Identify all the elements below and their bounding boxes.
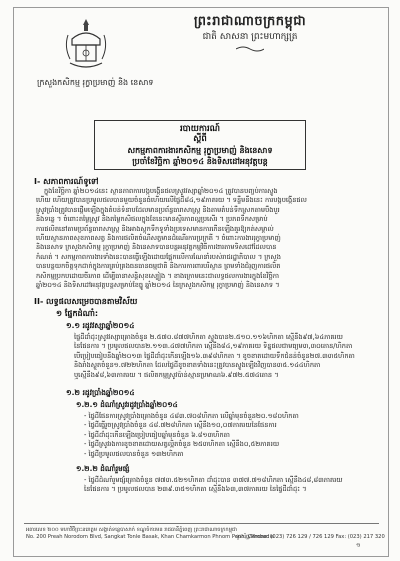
footer-divider: [24, 523, 379, 524]
list-item: - ផ្ទៃដីដាំដុះកើនឡើងប្រៀបធៀបឆ្នាំមុនចំនួន ៦.៨១៣ហិកតា: [84, 430, 230, 439]
text-line: នៃផែនការ ។ ប្រមូលផលបាន ២៣៩.៣៥១ហិកតា ស្មើនឹង៦៣,៣៧ភាគរយ នៃផ្ទៃដីដាំដុះ ។: [84, 485, 307, 494]
paragraph-wet-season: [74, 333, 355, 380]
report-title: របាយការណ៍: [179, 124, 221, 134]
list-item: - ផ្ទៃដីដំណាំរួមផ្សំគ្រោងចំនួន ៧៧៣.៥២១ហិកតា ដាំដុះបាន ៣៧៧.៧១៨ហិកតា ស្មើនឹង៤៨,៨៣ភាគរយ: [84, 476, 343, 484]
text-line: ផ្ទៃដីដាំដុះស្រូវវស្សាគ្រោងចំនួន ២.៥៧០.៨៧៧ហិកតា ស្ទូងបាន២.៥១០.១១៦ហិកតា ស្មើនឹង៩៧,៦៤ភាគរយ: [74, 333, 343, 341]
text-line: ឆ្នាំ២០១៤ និងទិសដៅអនុវត្តបន្តសម្រាប់ខែធ្នូ ឆ្នាំ២០១៤ នៃក្រសួងកសិកម្ម រុក្ខាប្រមាញ់ និងនេសាទ ។: [36, 281, 280, 290]
text-line: បានបន្តយកចិត្តទុកដាក់ក្នុងការគ្រប់គ្រងធនធានធម្មជាតិ និងការការពារបរិស្ថាន ព្រមទាំងជំរុញការផលិត: [36, 262, 281, 271]
text-line: កំណត់ ។ សកម្មភាពការងារទាំងនេះបានធ្វើឡើងដោយផ្អែកលើការណែនាំរបស់រាជរដ្ឋាភិបាល ។ ក្រសួង: [36, 252, 281, 261]
text-line: ឬស្មើនឹង៩៨,៦៣ភាគរយ ។ ផលិតកម្មស្រូវប៉ាន់ស្មានប្រមាណ៦.៩៧២.៥៧៤តោន ។: [74, 370, 279, 379]
subsection-heading: ១.២.២ ដំណាំរួមផ្សំ: [76, 464, 130, 473]
list-item: - ផ្ទៃដីប្រមូលផលបានចំនួន ១៣២ហិកតា: [84, 449, 184, 458]
subsection-heading: ១.២.១ ដំណាំស្រូវរដូវប្រាំងឆ្នាំ២០១៤: [76, 400, 178, 409]
text-line: ហើយ ហើយត្រូវបានប្រមូលផលបានមួយចំនួនធំហើយលើផ្ទៃដី៨៤,១៩ភាគរយ ។ ទន្ទឹមនឹងនេះ ការបង្កបង្កើនផល: [36, 196, 307, 205]
ornament-divider: [236, 45, 264, 53]
footer-line: No. 200 Preah Norodom Blvd, Sangkat Tonle Basak, Khan Chamkarmon Phnom Penh, Cambodia: [26, 534, 275, 540]
kingdom-title: ព្រះរាជាណាចក្រកម្ពុជា: [193, 14, 307, 29]
royal-emblem-icon: [62, 15, 110, 71]
text-line: និងរាំងស្ងួតចំនួន១.៧២២ហិកតា ដែលផ្ទៃដីខូចខាតទាំងនេះត្រូវបានស្ទូងឡើងវិញបាន៣៥.១៤៤ហិកតា: [74, 361, 321, 370]
national-motto: ជាតិ សាសនា ព្រះមហាក្សត្រ: [202, 32, 298, 42]
ministry-reference: ក្រសួងកសិកម្ម រុក្ខាប្រមាញ់ និង នេសាទ: [37, 78, 154, 87]
section-heading: I- សភាពការណ៍ទូទៅ: [34, 177, 99, 186]
text-line: ការផលិតនៅតាមប្រព័ន្ធធារាសាស្ត្រ និងអាងស្តុកទឹកទូទាំងប្រទេសមានការកើនឡើងគួរឱ្យកត់សម្គាល់: [36, 224, 274, 233]
list-item: - ផ្ទៃដីធ្វើរួចស្រូវប្រាំងចំនួន ៤៨.៧២៨ហិកតា ស្មើនឹង១០,០៧ភាគរយនៃផែនការ: [84, 421, 277, 430]
text-line: និងទន្លេ ។ ចំពោះតម្លៃស្រូវ និងតម្លៃកសិផលក្នុងខែនេះមានស្ថិរភាពល្អប្រសើរ ។ ប្រភពទឹកសម្រាប់: [36, 215, 268, 224]
report-subject: សកម្មភាពការងារកសិកម្ម រុក្ខាប្រមាញ់ និងនេសាទ: [127, 146, 273, 155]
footer-contact: ទូរស័ព្ទ/Phone: (023) 726 129 / 726 129 Fax: (023) 217 320: [236, 534, 385, 540]
subsection-heading: ១.២ រដូវប្រាំងឆ្នាំ២០១៤: [66, 388, 135, 397]
text-line: បើប្រៀបធៀបនឹងឆ្នាំ២០១៣ ផ្ទៃដីដាំដុះកើនឡើង១៦.៣៩៨ហិកតា ។ ខូចខាតដោយទឹកជំនន់ចំនួន២៧.៣៣៥ហិកតា: [74, 351, 355, 360]
page-number: ១: [356, 542, 361, 549]
section-heading: II- លទ្ធផលសម្រេចបានតាមវិស័យ: [34, 297, 138, 306]
text-line: ហើយស្ថានភាពសុខភាពសត្វ និងការផលិតចំណីសត្វមានដំណើរការប្រក្រតី ។ ចំពោះការងាររុក្ខាប្រមាញ់: [36, 234, 281, 243]
report-period: ប្រចាំខែវិច្ឆិកា ឆ្នាំ២០១៤ និងទិសដៅអនុវត្តបន្ត: [132, 157, 268, 166]
paragraph-dry-season-rice: [84, 412, 299, 459]
text-line: ស្រូវប្រាំងត្រូវបានផ្តើមឡើងក្នុងតំបន់ទំនាបដែលមានប្រព័ន្ធធារាសាស្ត្រ និងតាមតំបន់ទឹកស្រកតាមបឹងបួរ: [36, 205, 280, 214]
footer-line: អគារលេខ ២០០ មហាវិថីព្រះនរោត្តម សង្កាត់ទន្លេបាសាក់ ខណ្ឌចំការមន រាជធានីភ្នំពេញ ព្រះរាជាណាចក្រកម្ពុជា: [26, 527, 237, 533]
text-line: នៃផែនការ ។ ប្រមូលផលបាន២.១១៣.៤៧៧ហិកតា ស្មើនឹង៨៤,១៩ភាគរយ ទិន្នផលជាមធ្យម៣,៣០តោន/ហិកតា: [74, 342, 353, 351]
paragraph-other-crops: [84, 476, 343, 495]
text-line: និងនេសាទ ក្រសួងកសិកម្ម រុក្ខាប្រមាញ់ និងនេសាទបានបន្តអនុវត្តកម្មវិធីការងារតាមទិសដៅដែលបាន: [36, 243, 277, 252]
paragraph-general: [36, 187, 307, 290]
report-subject-label: ស្តីពី: [193, 134, 207, 144]
text-line: ក្នុងខែវិច្ឆិកា ឆ្នាំ២០១៤នេះ ស្ថានភាពការបង្កបង្កើនផលស្រូវវស្សាឆ្នាំ២០១៤ ត្រូវបានបញ្ចប់ការស្ទូង: [44, 187, 278, 195]
list-item: - ផ្ទៃដីស្រូវរងការខូចខាតដោយសត្វល្អិតចំនួន ២៥៣ហិកតា ស្មើនឹង០,៥២ភាគរយ: [84, 440, 280, 449]
text-line: កសិកម្មប្រកបដោយចីរភាព ដើម្បីធានាសន្តិសុខស្បៀង ។ ខាងក្រោមនេះជាលទ្ធផលការងារក្នុងខែវិច្ឆិកា: [36, 271, 280, 280]
subsection-heading: ១ ផ្នែកដំណាំ:: [56, 309, 99, 318]
subsection-heading: ១.១ រដូវវស្សាឆ្នាំ២០១៤: [66, 321, 135, 330]
list-item: - ផ្ទៃដីផែនការស្រូវប្រាំងគ្រោងចំនួន ៤៨៣.៧០៨ហិកតា លើឆ្នាំមុនចំនួន២០.១៨០ហិកតា: [84, 412, 299, 420]
